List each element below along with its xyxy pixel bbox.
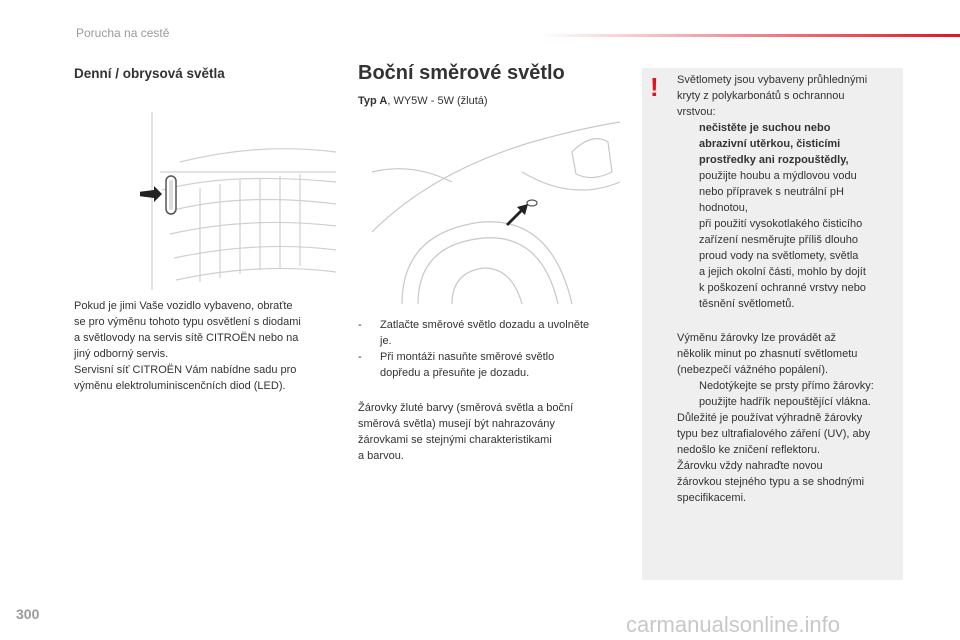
side-indicator-illustration xyxy=(372,112,620,304)
warning-icon: ! xyxy=(650,72,659,102)
watermark: carmanualsonline.info xyxy=(626,612,841,637)
heading-side-indicator: Boční směrové světlo xyxy=(358,62,565,84)
checkbox-bullet-icon xyxy=(677,216,699,312)
list-item: použijte houbu a mýdlovou vodu nebo přípravek s neutrální pH hodnotou, xyxy=(677,168,899,216)
checkbox-bullet-icon xyxy=(677,120,699,168)
header-accent-line xyxy=(540,34,960,37)
heading-daytime-lights: Denní / obrysová světla xyxy=(74,66,225,81)
list-item: při použití vysokotlakého čisticího zařízení nesměrujte příliš dlouho proud vody na světlomety, světla a jejich okolní části, mohlo by dojít k poškození ochranné vrstvy nebo těsnění světlometů. xyxy=(677,216,899,312)
replacement-steps xyxy=(358,317,620,381)
checkbox-bullet-icon xyxy=(677,168,699,216)
checkbox-bullet-icon xyxy=(677,378,699,410)
step-item: - Zatlačte směrové světlo dozadu a uvolněte je. xyxy=(358,319,590,347)
step-item: - Při montáži nasuňte směrové světlo dopředu a přesuňte je dozadu. xyxy=(358,351,555,379)
section-title: Porucha na cestě xyxy=(76,26,170,40)
bulb-type: Typ A, WY5W - 5W (žlutá) xyxy=(358,95,488,107)
page-number: 300 xyxy=(16,606,40,622)
bulb-color-note: Žárovky žluté barvy (směrová světla a boční směrová světla) musejí být nahrazovány žárovkami se stejnými charakteristikami a barvou. xyxy=(358,402,574,462)
warning-text: Světlomety jsou vybaveny průhlednými kryty z polykarbonátů s ochrannou vrstvou: nečistěte je suchou nebo abrazivní utěrkou, čisticími prostředky ani rozpouštědly, použijte houbu a mýdlovou vodu nebo přípravek s neutrální pH hodnotou, při použití vysokotlakého čisticího zařízení nesměrujte příliš dlouho proud vody na světlomety, světla a jejich okolní části, mohlo by dojít k poškození ochranné vrstvy nebo těsnění světlometů. Výměnu žárovky lze provádět až několik minut po zhasnutí světlometu (nebezpečí vážného popálení). Nedotýkejte se prsty přímo žárovky: použijte hadřík nepouštějící vlákna. Důležité je používat výhradně žárovky typu bez ultrafialového záření (UV), aby nedošlo ke zničení reflektoru. Žárovku vždy nahraďte novou žárovkou stejného typu a se shodnými specifikacemi. xyxy=(677,72,899,506)
daytime-light-illustration xyxy=(140,112,336,290)
daytime-lights-text: Pokud je jimi Vaše vozidlo vybaveno, obraťte se pro výměnu tohoto typu osvětlení s diodami a světlovody na servis sítě CITROËN nebo na jiný odborný servis. Servisní síť CITROËN Vám nabídne sadu pro výměnu elektroluminiscenčních diod (LED). xyxy=(74,300,301,392)
list-item: nečistěte je suchou nebo abrazivní utěrkou, čisticími prostředky ani rozpouštědly, xyxy=(677,120,899,168)
list-item: Nedotýkejte se prsty přímo žárovky: použijte hadřík nepouštějící vlákna. xyxy=(677,378,899,410)
